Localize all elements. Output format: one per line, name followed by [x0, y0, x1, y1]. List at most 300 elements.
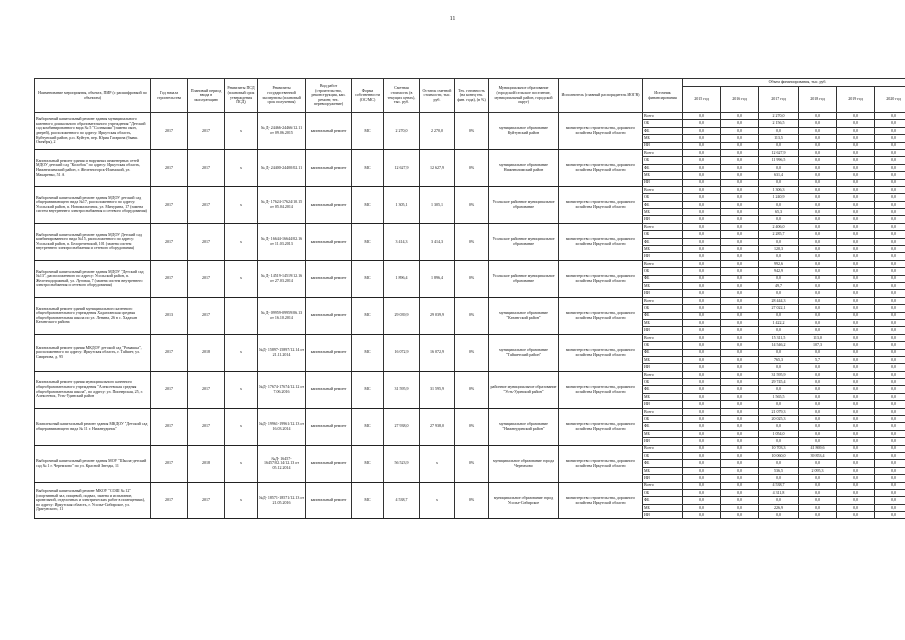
fin-source-code: ОБ — [643, 305, 683, 312]
fin-value: 0,0 — [721, 430, 759, 437]
row-cost: 1 896,4 — [384, 260, 420, 297]
fin-value: 0,0 — [875, 430, 905, 437]
fin-source-code: Всего — [643, 334, 683, 341]
fin-value: 0,0 — [683, 209, 721, 216]
row-executor: министерство строительства, дорожного хозяйства Иркутской области — [559, 482, 643, 519]
fin-value: 0,0 — [837, 512, 875, 519]
header-year: 2019 год — [837, 87, 875, 113]
fin-value: 0,0 — [683, 349, 721, 356]
fin-value: 0,0 — [683, 327, 721, 334]
fin-value: 0,0 — [837, 157, 875, 164]
fin-value: 0,0 — [799, 475, 837, 482]
fin-value: 27 022,1 — [759, 305, 799, 312]
fin-value: 0,0 — [721, 186, 759, 193]
row-psd: х — [225, 186, 258, 223]
row-psd: х — [225, 371, 258, 408]
fin-value: 0,0 — [721, 290, 759, 297]
fin-value: 0,0 — [683, 512, 721, 519]
fin-value: 1 306,3 — [759, 186, 799, 193]
row-executor: министерство строительства, дорожного хозяйства Иркутской области — [559, 297, 643, 334]
fin-value: 765,3 — [759, 356, 799, 363]
row-executor: министерство строительства, дорожного хозяйства Иркутской области — [559, 113, 643, 150]
fin-value: 0,0 — [837, 260, 875, 267]
fin-value: 0,0 — [837, 319, 875, 326]
fin-value: 0,0 — [721, 504, 759, 511]
fin-source-code: МБ — [643, 282, 683, 289]
fin-source-code: Всего — [643, 260, 683, 267]
row-expertise: №Д- 15897-15897/12.14 от 21.11.2014 — [258, 334, 306, 371]
fin-value: 0,0 — [799, 408, 837, 415]
fin-value: 0,0 — [875, 268, 905, 275]
fin-value: 0,0 — [759, 216, 799, 223]
fin-value: 0,0 — [875, 164, 905, 171]
fin-value: 0,0 — [837, 194, 875, 201]
fin-source-code: ОБ — [643, 120, 683, 127]
fin-value: 0,0 — [875, 460, 905, 467]
fin-source-code: Всего — [643, 186, 683, 193]
fin-value: 0,0 — [721, 268, 759, 275]
fin-value: 0,0 — [683, 120, 721, 127]
fin-value: 0,0 — [837, 246, 875, 253]
fin-value: 0,0 — [683, 290, 721, 297]
fin-value: 0,0 — [683, 186, 721, 193]
fin-value: 0,0 — [799, 260, 837, 267]
fin-value: 0,0 — [721, 497, 759, 504]
row-readiness: 0% — [455, 334, 489, 371]
fin-value: 0,0 — [875, 305, 905, 312]
fin-value: 0,0 — [759, 497, 799, 504]
row-readiness: 0% — [455, 408, 489, 445]
fin-value: 0,0 — [799, 179, 837, 186]
row-remaining: 2 270,0 — [420, 113, 455, 150]
fin-value: 0,0 — [683, 135, 721, 142]
fin-source-code: ОБ — [643, 342, 683, 349]
row-year-start: 2017 — [151, 260, 188, 297]
fin-source-code: Всего — [643, 445, 683, 452]
row-year-start: 2013 — [151, 297, 188, 334]
fin-value: 2 156,5 — [759, 120, 799, 127]
fin-value: 2 406,0 — [759, 223, 799, 230]
fin-value: 0,0 — [721, 209, 759, 216]
fin-value: 1 422,2 — [759, 319, 799, 326]
row-remaining: 3 414,3 — [420, 223, 455, 260]
fin-value: 29 745,4 — [759, 379, 799, 386]
fin-value: 107,3 — [799, 342, 837, 349]
fin-source-code: ИИ — [643, 253, 683, 260]
fin-value: 0,0 — [759, 386, 799, 393]
row-work-type: капитальный ремонт — [306, 334, 352, 371]
row-psd: х — [225, 113, 258, 150]
fin-source-code: ОБ — [643, 268, 683, 275]
row-executor: министерство строительства, дорожного хозяйства Иркутской области — [559, 408, 643, 445]
fin-value: 0,0 — [799, 113, 837, 120]
fin-value: 0,0 — [837, 445, 875, 452]
fin-value: 0,0 — [759, 512, 799, 519]
fin-value: 0,0 — [683, 260, 721, 267]
fin-value: 0,0 — [683, 364, 721, 371]
fin-value: 2 285,7 — [759, 231, 799, 238]
fin-value: 1 565,5 — [759, 393, 799, 400]
row-remaining: 1 896,4 — [420, 260, 455, 297]
row-work-type: капитальный ремонт — [306, 445, 352, 482]
row-remaining: х — [420, 482, 455, 519]
fin-value: 0,0 — [875, 504, 905, 511]
fin-value: 21 079,3 — [759, 408, 799, 415]
row-cost: 4 538,7 — [384, 482, 420, 519]
row-psd: х — [225, 334, 258, 371]
fin-value: 0,0 — [799, 135, 837, 142]
fin-value: 0,0 — [759, 253, 799, 260]
table-header — [35, 79, 905, 113]
header-year: 2015 год — [683, 87, 721, 113]
row-period: 2017 — [188, 297, 225, 334]
row-work-type: капитальный ремонт — [306, 260, 352, 297]
fin-value: 2 095,3 — [799, 467, 837, 474]
fin-value: 0,0 — [799, 253, 837, 260]
fin-value: 0,0 — [759, 423, 799, 430]
fin-value: 0,0 — [875, 393, 905, 400]
fin-value: 0,0 — [721, 467, 759, 474]
row-cost: 2 270,0 — [384, 113, 420, 150]
fin-value: 0,0 — [683, 142, 721, 149]
row-period: 2017 — [188, 113, 225, 150]
fin-value: 0,0 — [875, 349, 905, 356]
row-readiness: 0% — [455, 260, 489, 297]
fin-value: 226,9 — [759, 504, 799, 511]
fin-value: 0,0 — [683, 356, 721, 363]
fin-source-code: ИИ — [643, 327, 683, 334]
fin-value: 0,0 — [683, 379, 721, 386]
row-ownership: МС — [352, 260, 384, 297]
fin-value: 0,0 — [721, 460, 759, 467]
fin-value: 0,0 — [799, 504, 837, 511]
row-year-start: 2017 — [151, 408, 188, 445]
fin-value: 0,0 — [683, 305, 721, 312]
fin-value: 0,0 — [837, 312, 875, 319]
fin-value: 0,0 — [875, 231, 905, 238]
fin-value: 0,0 — [721, 157, 759, 164]
row-year-start: 2017 — [151, 186, 188, 223]
fin-value: 113,0 — [799, 334, 837, 341]
fin-value: 4 311,8 — [759, 489, 799, 496]
fin-value: 10 060,0 — [759, 452, 799, 459]
fin-value: 0,0 — [799, 438, 837, 445]
row-readiness: 0% — [455, 297, 489, 334]
fin-value: 0,0 — [721, 135, 759, 142]
row-period: 2017 — [188, 149, 225, 186]
row-municipality: муниципальное образование "Тайшетский район" — [489, 334, 559, 371]
fin-value: 0,0 — [721, 120, 759, 127]
fin-value: 0,0 — [683, 172, 721, 179]
fin-value: 0,0 — [721, 371, 759, 378]
row-name: Капитальный ремонт здания МКДОУ детский сад "Ромашка", расположенного по адресу: Иркутская область, г. Тайшет, ул. Смирнова, д. 95 — [35, 334, 151, 371]
fin-value: 0,0 — [837, 297, 875, 304]
fin-value: 0,0 — [721, 282, 759, 289]
row-remaining: 1 305,1 — [420, 186, 455, 223]
fin-value: 0,0 — [875, 379, 905, 386]
fin-value: 0,0 — [721, 393, 759, 400]
row-period: 2018 — [188, 445, 225, 482]
fin-value: 0,0 — [875, 253, 905, 260]
fin-value: 0,0 — [837, 135, 875, 142]
fin-value: 0,0 — [721, 142, 759, 149]
fin-value: 0,0 — [837, 327, 875, 334]
fin-value: 0,0 — [721, 445, 759, 452]
fin-value: 0,0 — [837, 334, 875, 341]
page-number: 11 — [449, 16, 456, 22]
row-executor: министерство строительства, дорожного хозяйства Иркутской области — [559, 445, 643, 482]
fin-value: 0,0 — [683, 127, 721, 134]
fin-value: 0,0 — [837, 423, 875, 430]
fin-value: 0,0 — [875, 149, 905, 156]
fin-value: 536,5 — [759, 467, 799, 474]
fin-value: 0,0 — [837, 305, 875, 312]
fin-value: 0,0 — [875, 179, 905, 186]
row-ownership: МС — [352, 482, 384, 519]
fin-value: 0,0 — [875, 475, 905, 482]
row-expertise: № Д- 24466-24466/12.11 от 09.06.2015 — [258, 113, 306, 150]
fin-value: 0,0 — [799, 127, 837, 134]
fin-value: 0,0 — [759, 201, 799, 208]
row-psd — [225, 297, 258, 334]
fin-value: 0,0 — [799, 327, 837, 334]
fin-value: 0,0 — [683, 319, 721, 326]
fin-value: 0,0 — [799, 282, 837, 289]
fin-value: 0,0 — [875, 319, 905, 326]
row-ownership: МС — [352, 445, 384, 482]
fin-value: 0,0 — [837, 164, 875, 171]
header-expertise: Реквизиты государственной экспертизы (плановый срок получения) — [258, 79, 306, 113]
fin-source-code: Всего — [643, 149, 683, 156]
fin-value: 0,0 — [683, 164, 721, 171]
row-readiness: 0% — [455, 223, 489, 260]
fin-value: 0,0 — [721, 379, 759, 386]
fin-value: 0,0 — [721, 216, 759, 223]
fin-source-code: ИИ — [643, 475, 683, 482]
row-psd: х — [225, 445, 258, 482]
fin-value: 0,0 — [875, 142, 905, 149]
fin-value: 0,0 — [721, 319, 759, 326]
fin-value: 0,0 — [875, 438, 905, 445]
header-work-type: Вид работ (строительство, реконструкция, кап. ремонт, тех. перевооружение) — [306, 79, 352, 113]
fin-value: 0,0 — [683, 157, 721, 164]
fin-value: 0,0 — [799, 290, 837, 297]
fin-value: 0,0 — [759, 164, 799, 171]
row-readiness: 0% — [455, 371, 489, 408]
fin-value: 0,0 — [721, 149, 759, 156]
fin-value: 0,0 — [875, 312, 905, 319]
row-name: Капитальный ремонт зданий муниципального казенного общеобразовательного учреждения Хадахтанская средняя общеобразовательная школа по ул. Ленина, 26 в с. Хадахан Катангского района — [35, 297, 151, 334]
fin-value: 0,0 — [837, 379, 875, 386]
fin-value: 0,0 — [721, 223, 759, 230]
fin-value: 0,0 — [799, 164, 837, 171]
row-work-type: капитальный ремонт — [306, 149, 352, 186]
fin-value: 0,0 — [683, 371, 721, 378]
table-row — [35, 334, 905, 371]
row-executor: министерство строительства, дорожного хозяйства Иркутской области — [559, 260, 643, 297]
fin-value: 0,0 — [875, 223, 905, 230]
fin-value: 0,0 — [683, 452, 721, 459]
row-year-start: 2017 — [151, 113, 188, 150]
fin-value: 0,0 — [875, 364, 905, 371]
row-executor: министерство строительства, дорожного хозяйства Иркутской области — [559, 149, 643, 186]
fin-value: 0,0 — [721, 408, 759, 415]
row-ownership: МС — [352, 297, 384, 334]
row-work-type: капитальный ремонт — [306, 482, 352, 519]
fin-value: 0,0 — [759, 142, 799, 149]
row-period: 2017 — [188, 186, 225, 223]
fin-value: 0,0 — [683, 253, 721, 260]
fin-value: 0,0 — [721, 246, 759, 253]
fin-value: 0,0 — [799, 149, 837, 156]
fin-value: 0,0 — [875, 238, 905, 245]
fin-value: 0,0 — [721, 475, 759, 482]
row-psd: х — [225, 260, 258, 297]
header-psd: Реквизиты ПСД (плановый срок утверждения ПСД) — [225, 79, 258, 113]
row-cost: 29 039,9 — [384, 297, 420, 334]
fin-value: 0,0 — [875, 172, 905, 179]
fin-value: 113,5 — [759, 135, 799, 142]
fin-value: 0,0 — [721, 127, 759, 134]
row-period: 2017 — [188, 371, 225, 408]
fin-value: 0,0 — [875, 482, 905, 489]
row-cost: 16 072,9 — [384, 334, 420, 371]
fin-value: 0,0 — [683, 201, 721, 208]
fin-source-code: Всего — [643, 223, 683, 230]
fin-value: 0,0 — [683, 231, 721, 238]
fin-source-code: ОБ — [643, 379, 683, 386]
row-period: 2017 — [188, 482, 225, 519]
fin-value: 0,0 — [875, 334, 905, 341]
fin-value: 0,0 — [799, 430, 837, 437]
header-municipality: Муниципальное образование (городской/сельское поселение, муниципальный район, городской округ) — [489, 79, 559, 113]
row-remaining: 31 595,9 — [420, 371, 455, 408]
fin-value: 0,0 — [837, 142, 875, 149]
fin-value: 0,0 — [875, 297, 905, 304]
fin-source-code: ИИ — [643, 364, 683, 371]
fin-value: 0,0 — [759, 438, 799, 445]
fin-value: 0,0 — [683, 438, 721, 445]
fin-source-code: ИИ — [643, 216, 683, 223]
fin-source-code: ФБ — [643, 349, 683, 356]
header-remaining: Остаток сметной стоимости, тыс. руб. — [420, 79, 455, 113]
row-work-type: капитальный ремонт — [306, 186, 352, 223]
fin-value: 0,0 — [799, 401, 837, 408]
fin-source-code: ФБ — [643, 238, 683, 245]
fin-value: 0,0 — [721, 260, 759, 267]
fin-value: 0,0 — [799, 209, 837, 216]
row-cost: 1 305,1 — [384, 186, 420, 223]
fin-value: 0,0 — [837, 268, 875, 275]
row-name: Выборочный капитальный ремонт здания МДОУ Детский сад комбинированного вида №15, расположенного по адресу: Усольский район, п. Белореченский, 101 (замена систем внутреннего электроснабжения и сетевого оборудования) — [35, 223, 151, 260]
fin-value: 0,0 — [799, 216, 837, 223]
row-work-type: капитальный ремонт — [306, 113, 352, 150]
fin-value: 11 996,5 — [759, 157, 799, 164]
fin-value: 0,0 — [683, 489, 721, 496]
fin-value: 65,3 — [759, 209, 799, 216]
fin-value: 0,0 — [683, 504, 721, 511]
fin-value: 28 444,3 — [759, 297, 799, 304]
fin-value: 0,0 — [759, 312, 799, 319]
fin-source-code: МБ — [643, 356, 683, 363]
fin-value: 0,0 — [799, 186, 837, 193]
fin-value: 41 869,6 — [799, 445, 837, 452]
header-period: Плановый период ввода в эксплуатацию — [188, 79, 225, 113]
row-readiness: 0% — [455, 482, 489, 519]
fin-value: 0,0 — [759, 275, 799, 282]
fin-value: 5,7 — [799, 356, 837, 363]
row-ownership: МС — [352, 113, 384, 150]
table-row — [35, 445, 905, 482]
row-remaining: х — [420, 445, 455, 482]
fin-value: 0,0 — [799, 364, 837, 371]
row-readiness: 0% — [455, 149, 489, 186]
row-year-start: 2017 — [151, 445, 188, 482]
fin-value: 0,0 — [875, 356, 905, 363]
fin-value: 0,0 — [837, 282, 875, 289]
fin-value: 31 595,9 — [759, 371, 799, 378]
fin-value: 0,0 — [683, 223, 721, 230]
fin-value: 0,0 — [683, 393, 721, 400]
row-expertise: № Д- 24400-24400/02.11 — [258, 149, 306, 186]
fin-value: 0,0 — [837, 342, 875, 349]
fin-value: 0,0 — [721, 438, 759, 445]
fin-value: 0,0 — [683, 179, 721, 186]
fin-source-code: МБ — [643, 467, 683, 474]
fin-value: 0,0 — [837, 460, 875, 467]
table-row — [35, 408, 905, 445]
row-cost: 3 414,3 — [384, 223, 420, 260]
row-expertise: №Д- 19961-19961/12.13 от 16.03.2014 — [258, 408, 306, 445]
fin-value: 0,0 — [799, 305, 837, 312]
fin-value: 0,0 — [683, 497, 721, 504]
row-municipality: Усольское районное муниципальное образование — [489, 186, 559, 223]
fin-source-code: ОБ — [643, 452, 683, 459]
fin-value: 631,4 — [759, 172, 799, 179]
header-year: 2020 год — [875, 87, 905, 113]
fin-source-code: ФБ — [643, 201, 683, 208]
fin-value: 0,0 — [683, 460, 721, 467]
header-fin-source: Источник финансирования — [643, 79, 683, 113]
fin-source-code: Всего — [643, 482, 683, 489]
row-psd: х — [225, 408, 258, 445]
fin-value: 0,0 — [799, 423, 837, 430]
fin-value: 0,0 — [721, 327, 759, 334]
row-name: Выборочный капитальный ремонт МКОУ "СОШ № 12" (спортивный зал, пищевой, подвал, замена и испытание, кровельной, отделочных и электрических работ в помещениях), по адресу: Иркутская область, г. Усолье-Сибирское, ул. Драгунского, 11 — [35, 482, 151, 519]
fin-value: 20 025,3 — [759, 416, 799, 423]
row-cost: 27 938,0 — [384, 408, 420, 445]
fin-value: 0,0 — [721, 194, 759, 201]
fin-value: 0,0 — [721, 253, 759, 260]
fin-value: 0,0 — [721, 423, 759, 430]
fin-value: 0,0 — [799, 157, 837, 164]
fin-value: 0,0 — [721, 489, 759, 496]
fin-value: 0,0 — [721, 305, 759, 312]
fin-value: 0,0 — [837, 489, 875, 496]
fin-source-code: ФБ — [643, 275, 683, 282]
fin-value: 1 240,9 — [759, 194, 799, 201]
fin-value: 0,0 — [721, 342, 759, 349]
row-ownership: МС — [352, 408, 384, 445]
row-expertise: №Д- 18571-18571/12.13 от 21.05.2016 — [258, 482, 306, 519]
fin-value: 0,0 — [837, 393, 875, 400]
header-year-start: Год начала строительства — [151, 79, 188, 113]
fin-value: 0,0 — [837, 223, 875, 230]
fin-value: 0,0 — [683, 194, 721, 201]
row-expertise: №Д- 16457-16457/02.14/12.13 от 05.12.2014 — [258, 445, 306, 482]
row-ownership: МС — [352, 371, 384, 408]
fin-source-code: ФБ — [643, 460, 683, 467]
